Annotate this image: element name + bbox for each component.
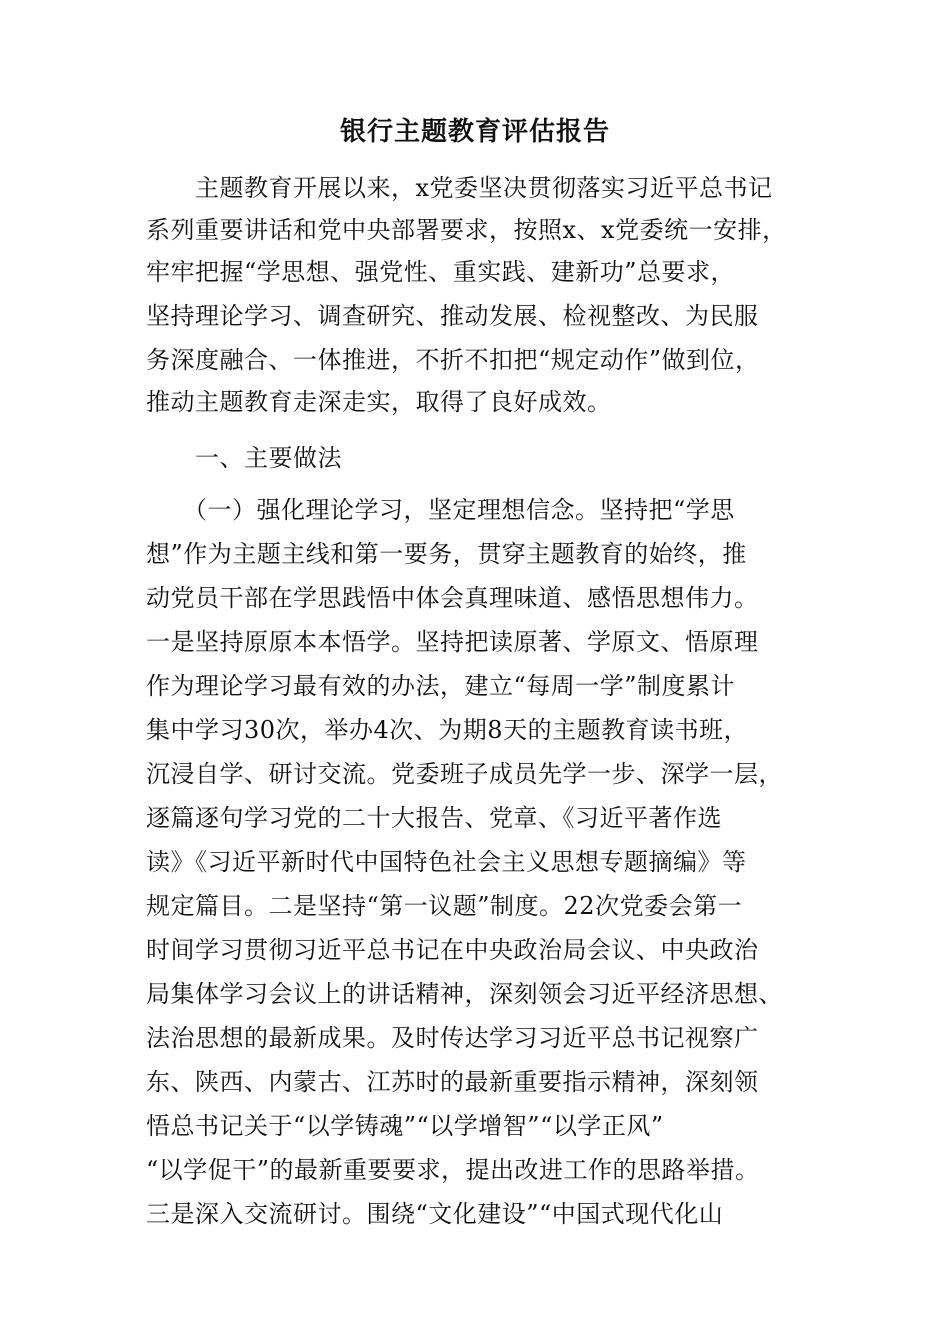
paragraph-line: 动党员干部在学思践悟中体会真理味道、感悟思想伟力。 [146,584,759,612]
paragraph-line: 沉浸自学、研讨交流。党委班子成员先学一步、深学一层， [146,760,783,788]
paragraph-line: 一是坚持原原本本悟学。坚持把读原著、学原文、悟原理 [146,628,759,656]
paragraph-line: 主题教育开展以来，x党委坚决贯彻落实习近平总书记 [146,174,773,202]
paragraph-line: 规定篇目。二是坚持“第一议题”制度。22次党委会第一 [146,892,743,920]
paragraph-line: 时间学习贯彻习近平总书记在中央政治局会议、中央政治 [146,936,759,964]
paragraph-line: “以学促干”的最新重要要求，提出改进工作的思路举措。 [146,1156,760,1184]
paragraph-line: 读》《习近平新时代中国特色社会主义思想专题摘编》等 [146,848,747,876]
paragraph-line: 务深度融合、一体推进，不折不扣把“规定动作”做到位， [146,346,760,374]
paragraph-line: 东、陕西、内蒙古、江苏时的最新重要指示精神，深刻领 [146,1068,759,1096]
paragraph-line: 想”作为主题主线和第一要务，贯穿主题教育的始终，推 [146,540,747,568]
paragraph-line: 逐篇逐句学习党的二十大报告、党章、《习近平著作选 [146,804,722,832]
paragraph-line: 法治思想的最新成果。及时传达学习习近平总书记视察广 [146,1024,759,1052]
paragraph-line: 作为理论学习最有效的办法，建立“每周一学”制度累计 [146,672,736,700]
paragraph-line: 集中学习30次，举办4次、为期8天的主题教育读书班， [146,716,749,744]
paragraph-line: 牢牢把握“学思想、强党性、重实践、建新功”总要求， [146,258,736,286]
paragraph-line: 推动主题教育走深走实，取得了良好成效。 [146,388,612,416]
paragraph-line: 悟总书记关于“以学铸魂”“以学增智”“以学正风” [146,1112,664,1140]
paragraph-line: 一、主要做法 [146,444,342,472]
paragraph-line: 三是深入交流研讨。围绕“文化建设”“中国式现代化山 [146,1200,724,1228]
paragraph-line: 系列重要讲话和党中央部署要求，按照x、x党委统一安排， [146,216,787,244]
paragraph-line: 坚持理论学习、调查研究、推动发展、检视整改、为民服 [146,302,759,330]
paragraph-line: 局集体学习会议上的讲话精神，深刻领会习近平经济思想、 [146,980,783,1008]
document-title: 银行主题教育评估报告 [339,117,610,147]
paragraph-line: （一）强化理论学习，坚定理想信念。坚持把“学思 [146,496,735,524]
